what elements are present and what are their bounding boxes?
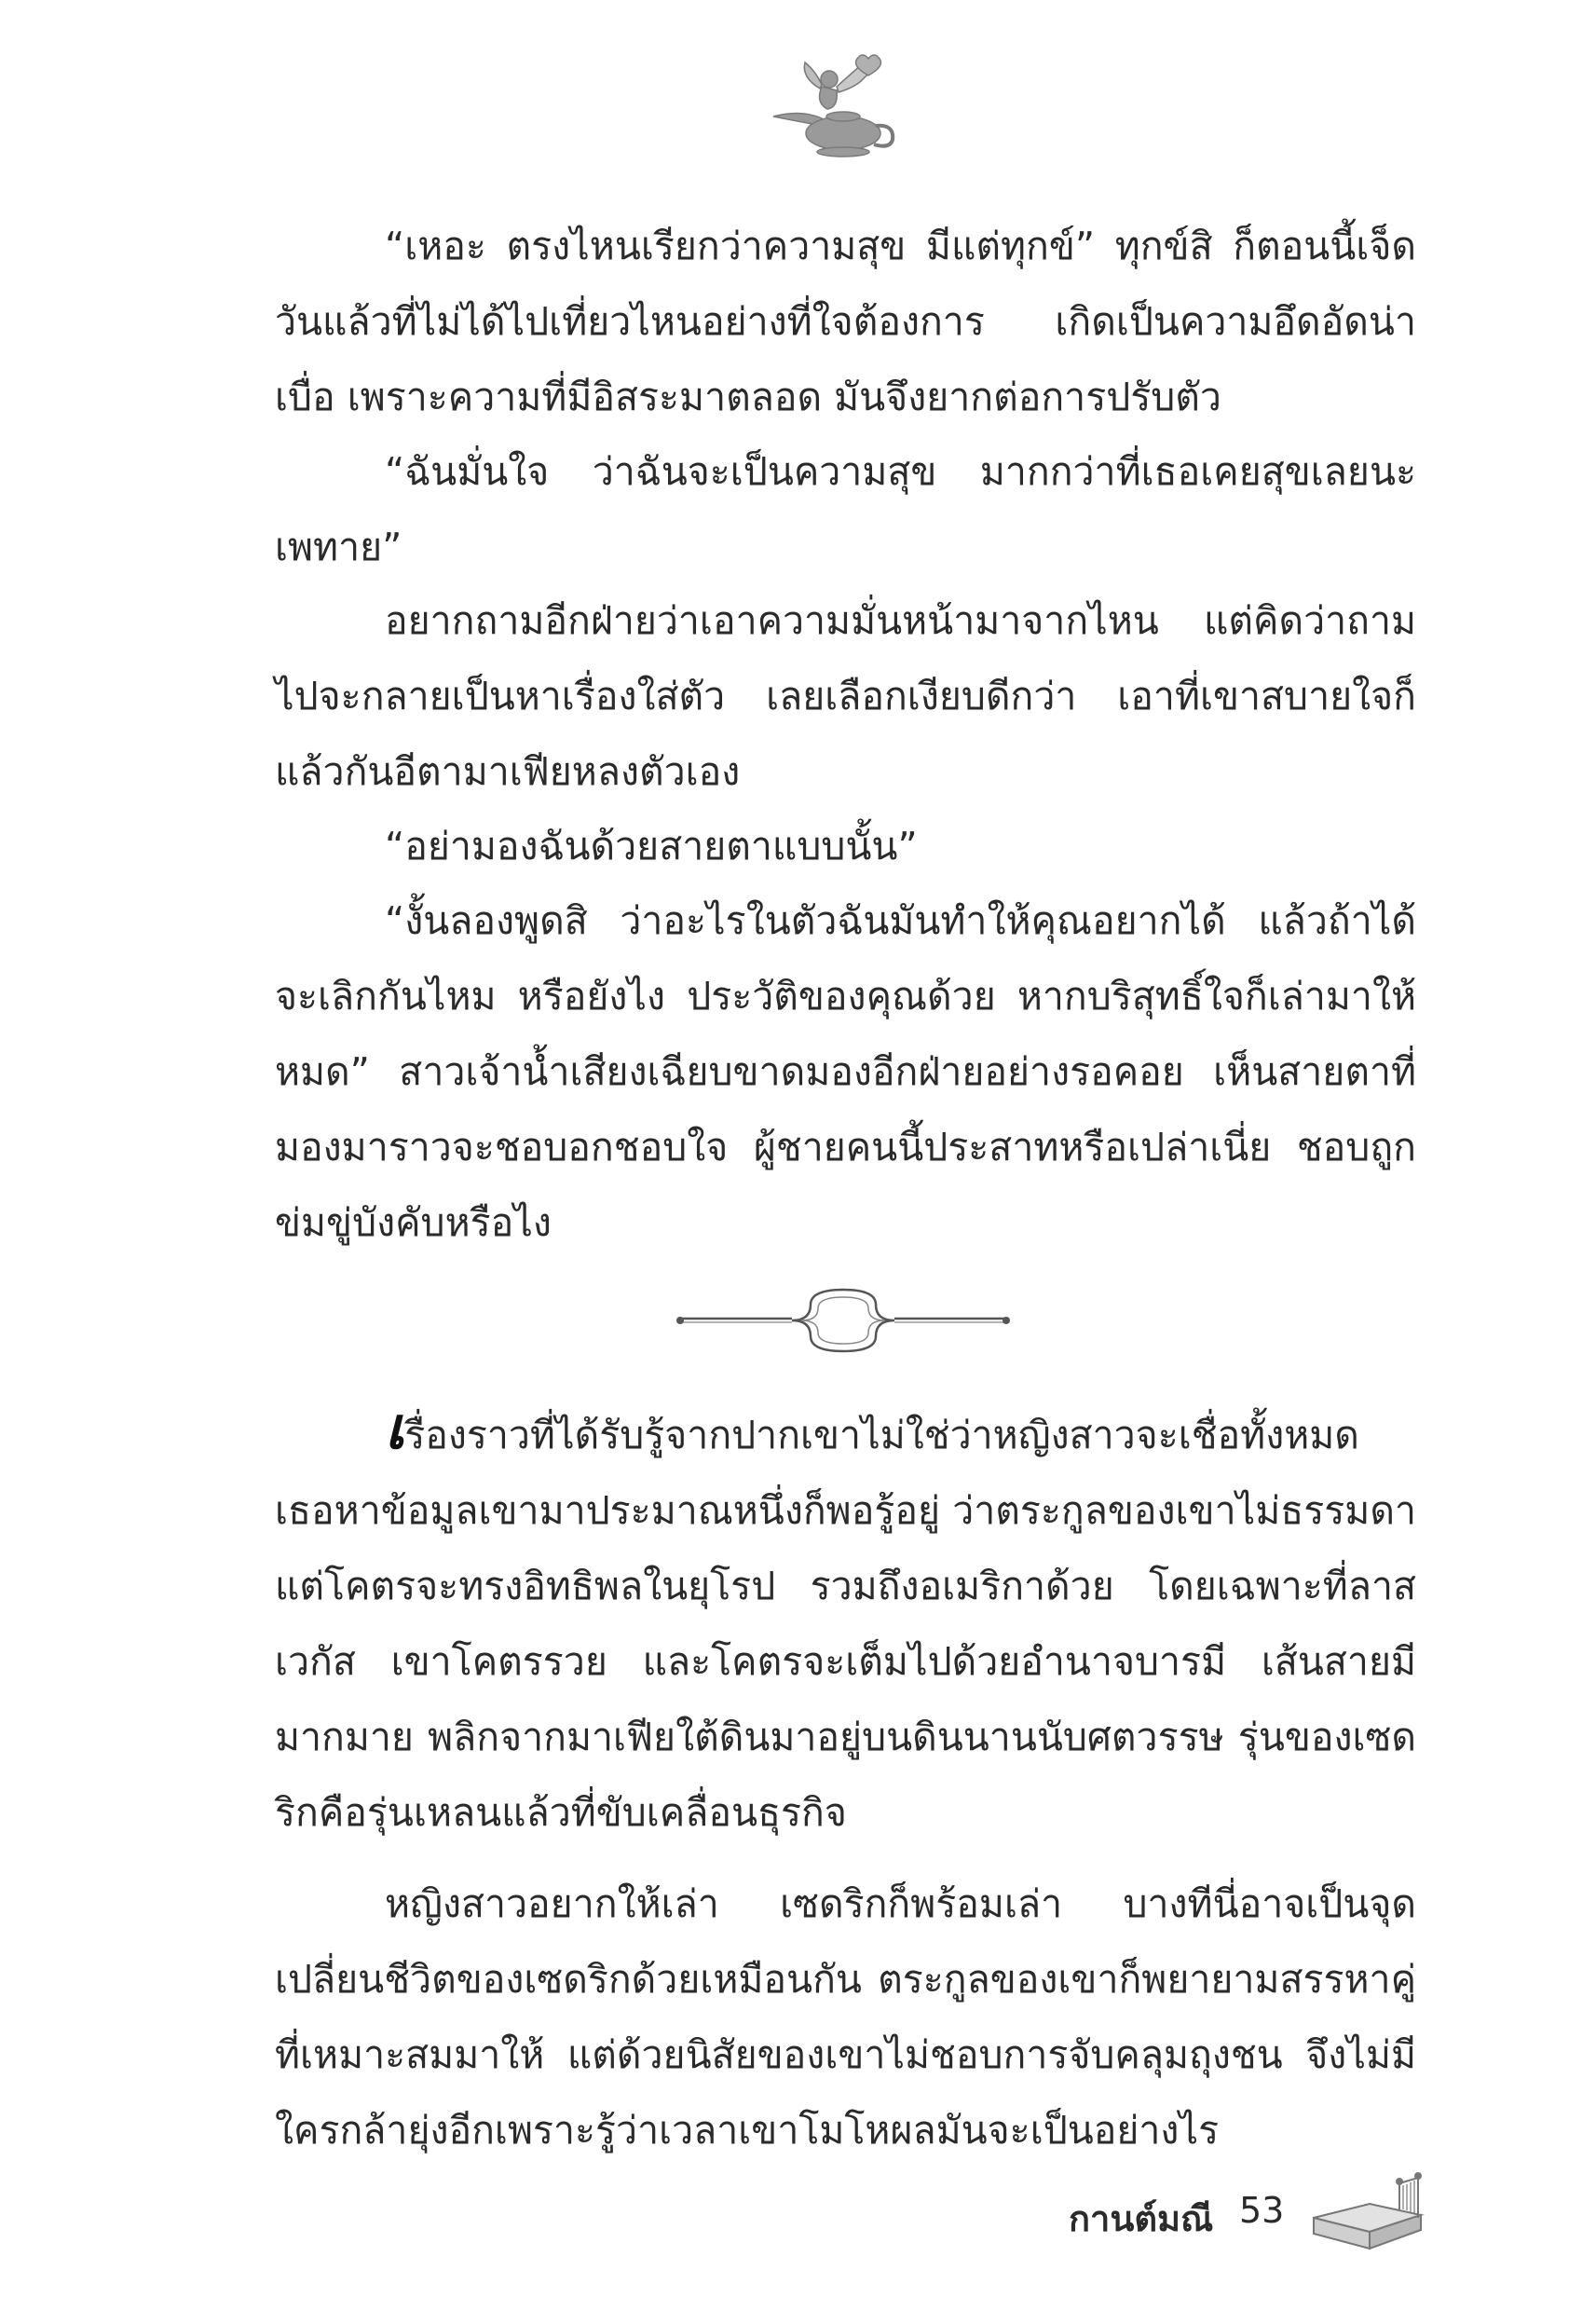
paragraph: อยากถามอีกฝ่ายว่าเอาความมั่นหน้ามาจากไหน แต่คิดว่าถามไปจะกลายเป็นหาเรื่องใส่ตัว เลยเลือกเงียบดีกว่า เอาที่เขาสบายใจก็แล้วกันอีตามาเฟียหลงตัวเอง <box>275 598 1416 794</box>
dropcap: เ <box>385 1394 405 1462</box>
page-number: 53 <box>1239 2190 1285 2231</box>
paragraph-with-dropcap <box>275 1394 1416 1851</box>
paragraph: “เหอะ ตรงไหนเรียกว่าความสุข มีแต่ทุกข์” ทุกข์สิ ก็ตอนนี้เจ็ดวันแล้วที่ไม่ได้ไปเที่ยวไหนอย่างที่ใจต้องการ เกิดเป็นความอึดอัดน่าเบื่อ เพราะความที่มีอิสระมาตลอด มันจึงยากต่อการปรับตัว <box>275 224 1416 419</box>
paragraph: “ฉันมั่นใจ ว่าฉันจะเป็นความสุข มากกว่าที่เธอเคยสุขเลยนะเพทาย” <box>275 449 1416 569</box>
paragraph: “งั้นลองพูดสิ ว่าอะไรในตัวฉันมันทำให้คุณอยากได้ แล้วถ้าได้จะเลิกกันไหม หรือยังไง ประวัติของคุณด้วย หากบริสุทธิ์ใจก็เล่ามาให้หมด” สาวเจ้าน้ำเสียงเฉียบขาดมองอีกฝ่ายอย่างรอคอย เห็นสายตาที่มองมาราวจะชอบอกชอบใจ ผู้ชายคนนี้ประสาทหรือเปล่าเนี่ย ชอบถูกข่มขู่บังคับหรือไง <box>275 898 1416 1245</box>
scroll-divider-icon <box>671 1277 1016 1361</box>
bed-icon <box>1304 2167 1425 2250</box>
paragraph: “อย่ามองฉันด้วยสายตาแบบนั้น” <box>385 824 918 868</box>
book-title: กานต์มณี <box>1069 2198 1214 2239</box>
paragraph: หญิงสาวอยากให้เล่า เซดริกก็พร้อมเล่า บางทีนี่อาจเป็นจุดเปลี่ยนชีวิตของเซดริกด้วยเหมือนกัน ตระกูลของเขาก็พยายามสรรหาคู่ที่เหมาะสมมาให้ แต่ด้วยนิสัยของเขาไม่ชอบการจับคลุมถุงชน จึงไม่มีใครกล้ายุ่งอีกเพราะรู้ว่าเวลาเขาโมโหผลมันจะเป็นอย่างไร <box>275 1881 1416 2153</box>
cupid-teapot-ornament-icon <box>764 51 904 163</box>
paragraph-text: รื่องราวที่ได้รับรู้จากปากเขาไม่ใช่ว่าหญิงสาวจะเชื่อทั้งหมด เธอหาข้อมูลเขามาประมาณหนึ่งก็พอรู้อยู่ ว่าตระกูลของเขาไม่ธรรมดา แต่โคตรจะทรงอิทธิพลในยุโรป รวมถึงอเมริกาด้วย โดยเฉพาะที่ลาสเวกัส เขาโคตรรวย และโคตรจะเต็มไปด้วยอำนาจบารมี เส้นสายมีมากมาย พลิกจากมาเฟียใต้ดินมาอยู่บนดินนานนับศตวรรษ รุ่นของเซดริกคือรุ่นเหลนแล้วที่ขับเคลื่อนธุรกิจ <box>275 1413 1416 1835</box>
